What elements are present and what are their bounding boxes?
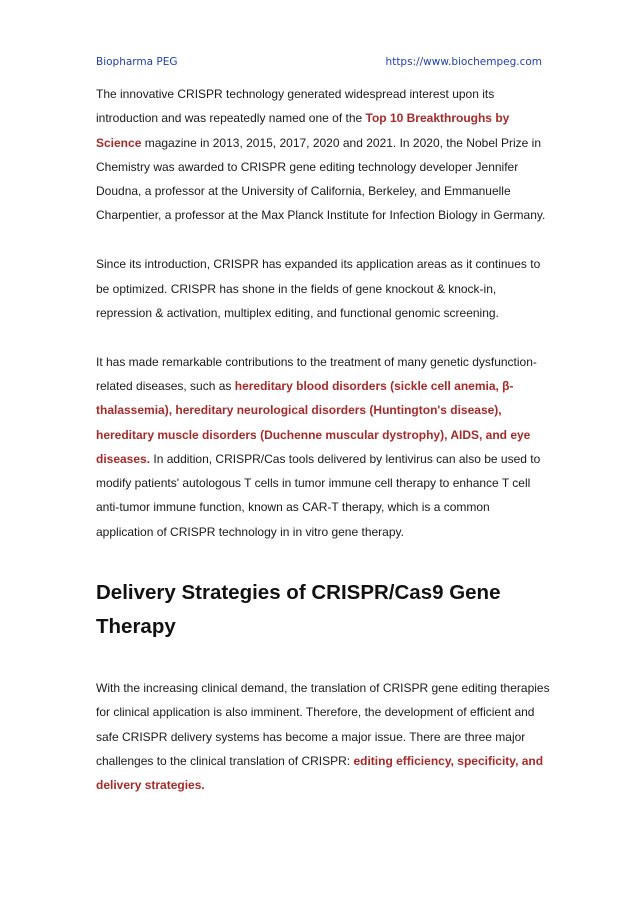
paragraph-text: It has made remarkable contributions to the treatment of many genetic dysfunction-related diseases, such as (96, 354, 537, 393)
paragraph-text: With the increasing clinical demand, the translation of CRISPR gene editing therapies for clinical application is also imminent. Therefore, the development of efficient and safe CRISPR delivery systems has become a major issue. There are three major challenges to the clinical translation of CRISPR: (96, 681, 550, 768)
paragraph-text: In addition, CRISPR/Cas tools delivered by lentivirus can also be used to modify patients' autologous T cells in tumor immune cell therapy to enhance T cell anti-tumor immune function, known as CAR-T therapy, which is a common application of CRISPR technology in in vitro gene therapy. (96, 451, 541, 539)
header-company-name: Biopharma PEG (96, 56, 178, 68)
paragraph-diseases (96, 350, 550, 544)
paragraph-applications (96, 252, 550, 325)
highlight-challenges: editing efficiency, specificity, and delivery strategies. (96, 753, 544, 793)
highlight-top10-breakthroughs: Top 10 Breakthroughs by Science (96, 111, 510, 150)
section-heading: Delivery Strategies of CRISPR/Cas9 Gene Therapy (96, 581, 501, 639)
paragraph-text: magazine in 2013, 2015, 2017, 2020 and 2021. In 2020, the Nobel Prize in Chemistry was awarded to CRISPR gene editing technology developer Jennifer Doudna, a professor at the University of California, Berkeley, and Emmanuelle Charpentier, a professor at the Max Planck Institute for Infection Biology in Germany. (96, 135, 546, 223)
paragraph-delivery-challenges (96, 676, 550, 797)
page-header (96, 56, 542, 68)
header-website-link[interactable]: https://www.biochempeg.com (385, 56, 542, 68)
document-body (96, 82, 550, 798)
paragraph-text: Since its introduction, CRISPR has expanded its application areas as it continues to be optimized. CRISPR has shone in the fields of gene knockout & knock-in, repression & activation, multiplex editing, and functional genomic screening. (96, 257, 541, 320)
paragraph-text: The innovative CRISPR technology generated widespread interest upon its introduction and was repeatedly named one of the (96, 87, 495, 126)
paragraph-crispr-intro (96, 82, 550, 228)
highlight-disease-list: hereditary blood disorders (sickle cell anemia, β-thalassemia), hereditary neurological disorders (Huntington's disease), hereditary muscle disorders (Duchenne muscular dystrophy), AIDS, and eye diseases. (96, 378, 531, 466)
